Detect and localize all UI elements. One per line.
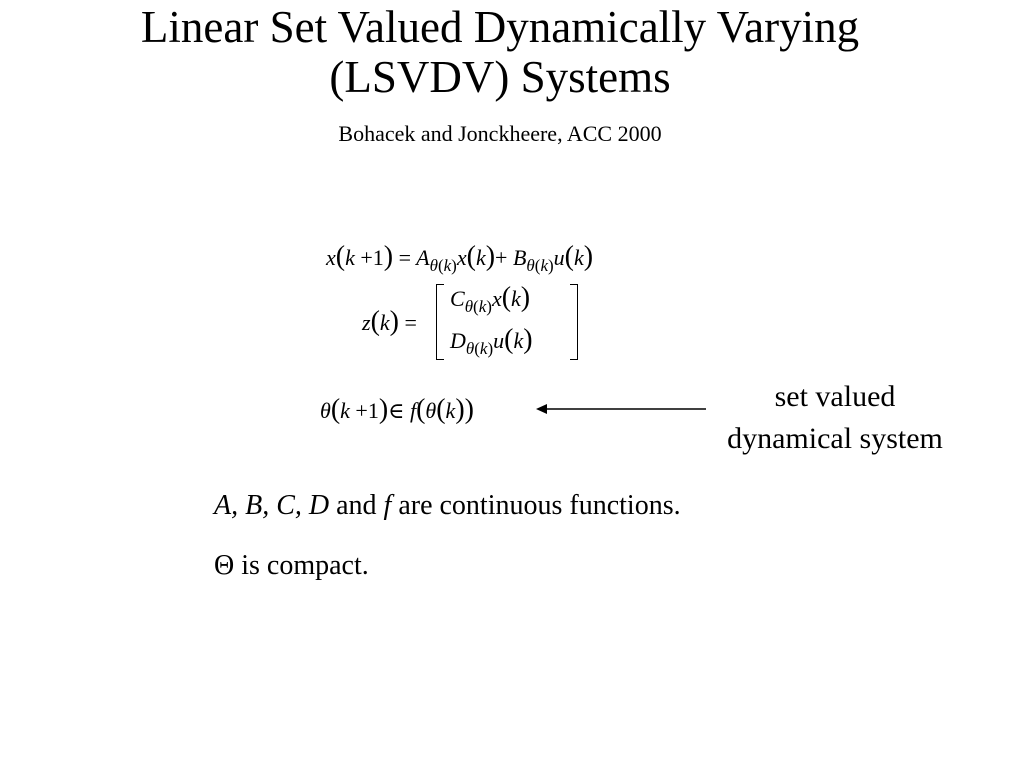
annotation-arrow: [530, 398, 710, 422]
continuity-statement: [214, 488, 681, 524]
slide-title: [0, 2, 1000, 102]
compactness-text: is compact.: [234, 550, 369, 581]
and-text: and: [329, 490, 384, 521]
slide-subtitle: Bohacek and Jonckheere, ACC 2000: [338, 121, 662, 146]
output-equation-lhs: z(k) =: [362, 306, 417, 337]
arrow-head: [536, 404, 547, 414]
theta-equation: θ(k +1)∈ f(θ(k)): [320, 394, 474, 425]
annotation-line-2: dynamical system: [727, 422, 943, 455]
theta-set-symbol: Θ: [214, 550, 235, 581]
matrix-names: A, B, C, D: [214, 490, 330, 521]
compactness-statement: [214, 548, 369, 584]
annotation-line-1: set valued: [774, 380, 896, 413]
title-line-2: (LSVDV) Systems: [329, 52, 671, 102]
output-row-1: $C_{\theta(k)}x(k)$: [450, 282, 531, 316]
matrix-right-bracket: [570, 284, 578, 360]
state-equation: $x(k +1) = A_{\theta(k)}x(k)+ B_{\theta(k)}u(k)$: [326, 241, 594, 275]
continuity-text: are continuous functions.: [391, 490, 681, 521]
title-line-1: Linear Set Valued Dynamically Varying: [140, 2, 860, 52]
output-row-2: $D_{\theta(k)}u(k)$: [450, 324, 533, 358]
matrix-left-bracket: [436, 284, 444, 360]
f-name: f: [383, 490, 392, 521]
set-valued-annotation: [700, 376, 970, 460]
